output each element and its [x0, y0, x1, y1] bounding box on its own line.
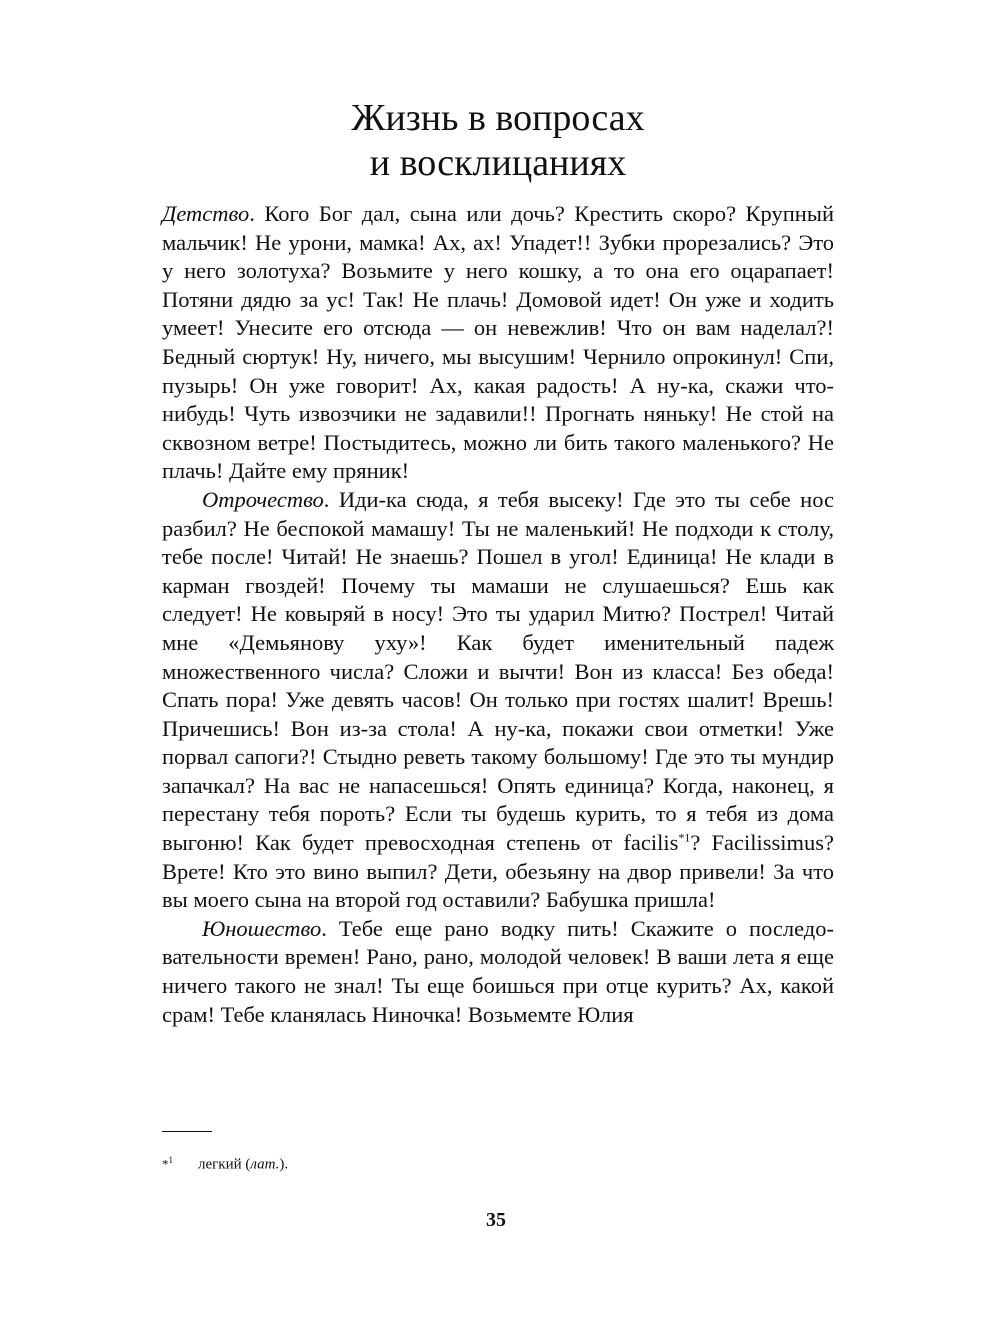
paragraph-adolescence: [162, 486, 834, 915]
chapter-title-line-2: и восклицаниях: [369, 142, 627, 184]
page-body: [162, 96, 834, 1029]
footnote-mark: [162, 1150, 198, 1174]
page-number: 35: [486, 1209, 506, 1231]
footnote-mark-number: 1: [168, 1155, 173, 1165]
footnote-text-after: ).: [279, 1156, 289, 1173]
chapter-title: [162, 96, 834, 186]
paragraph-text-youth: . Тебе еще рано водку пить! Скажите о последовательности времен! Рано, рано, молодой человек! В ваши лета я еще ничего такого не знал! Ты еще боишься при отце курить? Ах, какой срам! Тебе кланялась Ниночка! Возьмемте Юлия: [162, 915, 834, 1027]
paragraph-text-adolescence-1: . Иди-ка сюда, я тебя высеку! Где это ты себе нос разбил? Не беспокой мамашу! Ты не маленький! Не подходи к столу, тебе после! Читай! Не знаешь? Пошел в угол! Единица! Не клади в карман гвоздей! Почему ты мамаши не слушаешься? Ешь как следует! Не ковыряй в носу! Это ты ударил Митю? Пострел! Читай мне «Демьянову уху»! Как будет именительный падеж множественного числа? Сложи и вычти! Вон из класса! Без обеда! Спать пора! Уже девять часов! Он только при гостях шалит! Врешь! Причешись! Вон из-за стола! А ну-ка, покажи свои отметки! Уже порвал сапоги?! Стыдно реветь такому большому! Где это ты мундир запачкал? На вас не напасешься! Опять единица? Когда, наконец, я перестану тебя пороть? Если ты будешь курить, то я тебя из дома выгоню! Как будет превосходная степень от facilis: [162, 486, 834, 856]
paragraph-youth: [162, 915, 834, 1029]
footnote: [162, 1150, 834, 1174]
footnote-divider: [162, 1131, 212, 1132]
paragraph-lead-youth: Юношество: [202, 915, 322, 941]
footnote-text-italic: лат.: [250, 1156, 280, 1173]
footnote-text-before: легкий (: [198, 1156, 251, 1173]
footnote-mark-symbol: *: [162, 1156, 169, 1172]
chapter-title-line-1: Жизнь в вопросах: [351, 97, 645, 139]
footnote-reference[interactable]: *1: [678, 830, 691, 845]
paragraph-lead-adolescence: Отрочество: [202, 486, 324, 512]
paragraph-text-adolescence-2: ? Facilissimus? Врете! Кто это вино выпил? Дети, обезьяну на двор привели! За что вы моего сына на второй год оставили? Бабушка пришла!: [162, 830, 835, 913]
paragraph-text-childhood: . Кого Бог дал, сына или дочь? Крестить скоро? Крупный мальчик! Не урони, мамка! Ах, ах! Упадет!! Зубки прорезались? Это у него золотуха? Возьмите у него кошку, а то она его оцарапает! Потяни дядю за ус! Так! Не плачь! Домовой идет! Он уже и ходить умеет! Унесите его отсюда — он невежлив! Что он вам наделал?! Бедный сюртук! Ну, ничего, мы высушим! Чернило опрокинул! Спи, пузырь! Он уже говорит! Ах, какая радость! А ну-ка, скажи что-нибудь! Чуть извозчики не задавили!! Прогнать няньку! Не стой на сквозном ветре! Постыдитесь, можно ли бить такого маленького? Не плачь! Дайте ему пряник!: [162, 201, 834, 484]
paragraph-childhood: [162, 200, 834, 486]
paragraph-lead-childhood: Детство: [162, 201, 250, 226]
